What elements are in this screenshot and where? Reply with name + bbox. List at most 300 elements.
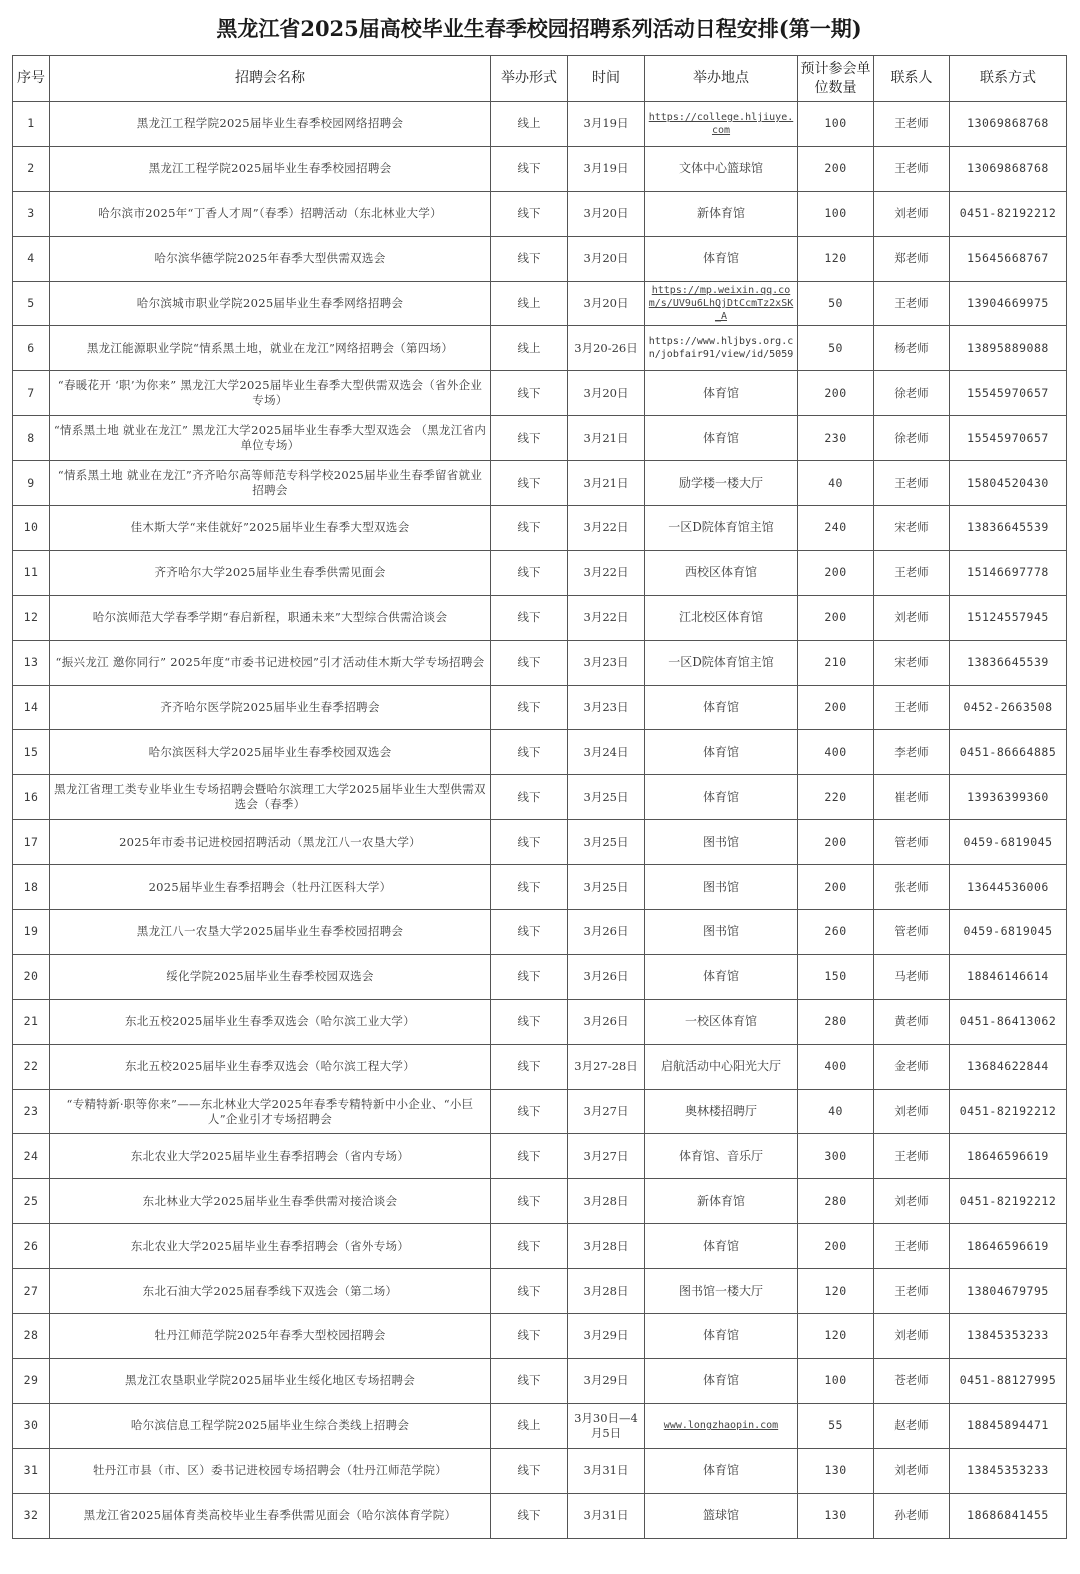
venue-text: 体育馆	[702, 385, 739, 400]
contact-person: 刘老师	[874, 1314, 950, 1359]
expected-employers: 120	[798, 1269, 874, 1314]
expected-employers: 240	[798, 506, 874, 551]
contact-person: 王老师	[874, 146, 950, 191]
fair-name: 东北农业大学2025届毕业生春季招聘会（省内专场）	[50, 1134, 491, 1179]
row-number: 18	[13, 865, 50, 910]
venue-text: 新体育馆	[696, 206, 745, 221]
document-title: 黑龙江省2025届高校毕业生春季校园招聘系列活动日程安排(第一期)	[216, 15, 862, 41]
fair-format: 线上	[491, 281, 568, 326]
contact-phone: 15124557945	[950, 595, 1067, 640]
table-row	[13, 416, 1067, 461]
fair-date: 3月25日	[568, 775, 645, 820]
venue-text: 新体育馆	[696, 1193, 745, 1208]
contact-phone: 0452-2663508	[950, 685, 1067, 730]
contact-person: 王老师	[874, 1134, 950, 1179]
fair-venue[interactable]	[645, 1403, 798, 1448]
table-row	[13, 1493, 1067, 1538]
expected-employers: 130	[798, 1493, 874, 1538]
venue-text: 体育馆、音乐厅	[678, 1148, 763, 1163]
venue-text: 体育馆	[702, 1238, 739, 1253]
contact-phone: 13804679795	[950, 1269, 1067, 1314]
fair-format: 线下	[491, 910, 568, 955]
venue-link[interactable]: https://mp.weixin.qq.com/s/UV9u6LhQjDtCcmTz2xSK_A	[648, 285, 794, 322]
fair-venue	[645, 1044, 798, 1089]
venue-text: 奥林楼招聘厅	[684, 1104, 757, 1119]
venue-text: 体育馆	[702, 430, 739, 445]
contact-person: 崔老师	[874, 775, 950, 820]
fair-venue	[645, 685, 798, 730]
fair-venue	[645, 1179, 798, 1224]
table-row	[13, 820, 1067, 865]
fair-format: 线下	[491, 1224, 568, 1269]
table-row	[13, 999, 1067, 1044]
fair-format: 线下	[491, 775, 568, 820]
venue-text: 文体中心篮球馆	[678, 161, 763, 176]
fair-name: 哈尔滨信息工程学院2025届毕业生综合类线上招聘会	[50, 1403, 491, 1448]
fair-date: 3月25日	[568, 820, 645, 865]
expected-employers: 100	[798, 102, 874, 147]
table-body	[13, 102, 1067, 1539]
row-number: 6	[13, 326, 50, 371]
fair-format: 线下	[491, 820, 568, 865]
contact-phone: 18686841455	[950, 1493, 1067, 1538]
row-number: 5	[13, 281, 50, 326]
venue-text: 图书馆	[702, 924, 739, 939]
expected-employers: 200	[798, 820, 874, 865]
fair-venue	[645, 1224, 798, 1269]
fair-format: 线下	[491, 191, 568, 236]
fair-date: 3月28日	[568, 1269, 645, 1314]
fair-name: “振兴龙江 邀你同行” 2025年度“市委书记进校园”引才活动佳木斯大学专场招聘会	[50, 640, 491, 685]
contact-phone: 13845353233	[950, 1448, 1067, 1493]
table-row	[13, 685, 1067, 730]
venue-link[interactable]: www.longzhaopin.com	[663, 1420, 779, 1432]
contact-person: 苍老师	[874, 1358, 950, 1403]
fair-name: 2025年市委书记进校园招聘活动（黑龙江八一农垦大学）	[50, 820, 491, 865]
fair-date: 3月25日	[568, 865, 645, 910]
contact-phone: 13904669975	[950, 281, 1067, 326]
expected-employers: 220	[798, 775, 874, 820]
fair-date: 3月21日	[568, 461, 645, 506]
table-row	[13, 550, 1067, 595]
fair-venue	[645, 1089, 798, 1134]
contact-person: 刘老师	[874, 595, 950, 640]
contact-phone: 18846146614	[950, 954, 1067, 999]
row-number: 11	[13, 550, 50, 595]
contact-person: 刘老师	[874, 1089, 950, 1134]
row-number: 2	[13, 146, 50, 191]
contact-person: 刘老师	[874, 1448, 950, 1493]
contact-person: 孙老师	[874, 1493, 950, 1538]
fair-name: 东北五校2025届毕业生春季双选会（哈尔滨工程大学）	[50, 1044, 491, 1089]
fair-name: 东北林业大学2025届毕业生春季供需对接洽谈会	[50, 1179, 491, 1224]
fair-venue	[645, 999, 798, 1044]
fair-name: 哈尔滨医科大学2025届毕业生春季校园双选会	[50, 730, 491, 775]
contact-person: 宋老师	[874, 640, 950, 685]
venue-link[interactable]: https://college.hljiuye.com	[648, 111, 794, 136]
fair-format: 线下	[491, 1448, 568, 1493]
expected-employers: 230	[798, 416, 874, 461]
contact-person: 王老师	[874, 281, 950, 326]
contact-phone: 15804520430	[950, 461, 1067, 506]
row-number: 14	[13, 685, 50, 730]
header-contact: 联系人	[874, 56, 950, 102]
table-row	[13, 775, 1067, 820]
fair-name: 黑龙江能源职业学院“情系黑土地，就业在龙江”网络招聘会（第四场）	[50, 326, 491, 371]
fair-date: 3月24日	[568, 730, 645, 775]
row-number: 13	[13, 640, 50, 685]
table-row	[13, 236, 1067, 281]
contact-phone: 13895889088	[950, 326, 1067, 371]
fair-venue	[645, 506, 798, 551]
table-row	[13, 1134, 1067, 1179]
fair-date: 3月19日	[568, 146, 645, 191]
fair-venue	[645, 1358, 798, 1403]
row-number: 15	[13, 730, 50, 775]
fair-format: 线上	[491, 102, 568, 147]
fair-name: 黑龙江省2025届体育类高校毕业生春季供需见面会（哈尔滨体育学院）	[50, 1493, 491, 1538]
row-number: 17	[13, 820, 50, 865]
contact-person: 王老师	[874, 685, 950, 730]
fair-date: 3月29日	[568, 1358, 645, 1403]
contact-phone: 0451-82192212	[950, 191, 1067, 236]
fair-date: 3月23日	[568, 685, 645, 730]
fair-date: 3月22日	[568, 595, 645, 640]
fair-name: 东北石油大学2025届春季线下双选会（第二场）	[50, 1269, 491, 1314]
fair-name: 黑龙江农垦职业学院2025届毕业生绥化地区专场招聘会	[50, 1358, 491, 1403]
fair-venue	[645, 1134, 798, 1179]
fair-format: 线下	[491, 506, 568, 551]
expected-employers: 200	[798, 550, 874, 595]
fair-date: 3月26日	[568, 999, 645, 1044]
row-number: 19	[13, 910, 50, 955]
header-date: 时间	[568, 56, 645, 102]
fair-format: 线下	[491, 1269, 568, 1314]
fair-date: 3月31日	[568, 1448, 645, 1493]
fair-venue	[645, 954, 798, 999]
row-number: 31	[13, 1448, 50, 1493]
document-title-wrap	[12, 0, 1066, 55]
row-number: 4	[13, 236, 50, 281]
table-row	[13, 146, 1067, 191]
fair-name: 牡丹江市县（市、区）委书记进校园专场招聘会（牡丹江师范学院）	[50, 1448, 491, 1493]
fair-venue	[645, 595, 798, 640]
row-number: 28	[13, 1314, 50, 1359]
row-number: 7	[13, 371, 50, 416]
row-number: 16	[13, 775, 50, 820]
contact-person: 李老师	[874, 730, 950, 775]
fair-name: 绥化学院2025届毕业生春季校园双选会	[50, 954, 491, 999]
venue-text: 励学楼一楼大厅	[678, 475, 763, 490]
fair-name: 佳木斯大学“来佳就好”2025届毕业生春季大型双选会	[50, 506, 491, 551]
fair-date: 3月22日	[568, 550, 645, 595]
header-phone: 联系方式	[950, 56, 1067, 102]
expected-employers: 150	[798, 954, 874, 999]
expected-employers: 300	[798, 1134, 874, 1179]
venue-text: 体育馆	[702, 1328, 739, 1343]
row-number: 27	[13, 1269, 50, 1314]
fair-name: 哈尔滨师范大学春季学期“春启新程，职通未来”大型综合供需洽谈会	[50, 595, 491, 640]
table-row	[13, 1044, 1067, 1089]
fair-name: 哈尔滨华德学院2025年春季大型供需双选会	[50, 236, 491, 281]
row-number: 9	[13, 461, 50, 506]
fair-venue	[645, 191, 798, 236]
fair-date: 3月20日	[568, 281, 645, 326]
fair-date: 3月21日	[568, 416, 645, 461]
expected-employers: 50	[798, 326, 874, 371]
header-count: 预计参会单位数量	[798, 56, 874, 102]
fair-format: 线下	[491, 371, 568, 416]
contact-person: 徐老师	[874, 416, 950, 461]
table-row	[13, 1269, 1067, 1314]
contact-phone: 13836645539	[950, 640, 1067, 685]
fair-venue[interactable]	[645, 281, 798, 326]
fair-name: 齐齐哈尔医学院2025届毕业生春季招聘会	[50, 685, 491, 730]
table-row	[13, 191, 1067, 236]
fair-venue	[645, 910, 798, 955]
fair-format: 线下	[491, 730, 568, 775]
venue-text: 体育馆	[702, 1373, 739, 1388]
table-row	[13, 1358, 1067, 1403]
expected-employers: 55	[798, 1403, 874, 1448]
expected-employers: 200	[798, 146, 874, 191]
row-number: 25	[13, 1179, 50, 1224]
table-row	[13, 1089, 1067, 1134]
expected-employers: 40	[798, 1089, 874, 1134]
table-row	[13, 102, 1067, 147]
fair-date: 3月20日	[568, 236, 645, 281]
contact-phone: 18845894471	[950, 1403, 1067, 1448]
contact-phone: 13684622844	[950, 1044, 1067, 1089]
row-number: 3	[13, 191, 50, 236]
fair-venue	[645, 820, 798, 865]
fair-name: “专精特新·职等你来”——东北林业大学2025年春季专精特新中小企业、“小巨人”企业引才专场招聘会	[50, 1089, 491, 1134]
venue-text: 体育馆	[702, 251, 739, 266]
venue-text: 体育馆	[702, 1463, 739, 1478]
expected-employers: 200	[798, 371, 874, 416]
fair-name: 黑龙江工程学院2025届毕业生春季校园网络招聘会	[50, 102, 491, 147]
table-row	[13, 1224, 1067, 1269]
venue-text: 体育馆	[702, 969, 739, 984]
contact-phone: 0451-86664885	[950, 730, 1067, 775]
fair-format: 线下	[491, 146, 568, 191]
fair-venue	[645, 1314, 798, 1359]
fair-date: 3月30日—4月5日	[568, 1403, 645, 1448]
header-format: 举办形式	[491, 56, 568, 102]
fair-format: 线上	[491, 1403, 568, 1448]
fair-venue	[645, 730, 798, 775]
row-number: 32	[13, 1493, 50, 1538]
expected-employers: 200	[798, 865, 874, 910]
fair-format: 线下	[491, 1493, 568, 1538]
row-number: 23	[13, 1089, 50, 1134]
fair-venue	[645, 775, 798, 820]
contact-person: 宋老师	[874, 506, 950, 551]
contact-phone: 0451-88127995	[950, 1358, 1067, 1403]
contact-person: 黄老师	[874, 999, 950, 1044]
expected-employers: 200	[798, 1224, 874, 1269]
fair-venue	[645, 1448, 798, 1493]
header-row	[13, 56, 1067, 102]
fair-name: “春暖花开 ‘职’为你来” 黑龙江大学2025届毕业生春季大型供需双选会（省外企业专场）	[50, 371, 491, 416]
expected-employers: 40	[798, 461, 874, 506]
fair-name: 黑龙江八一农垦大学2025届毕业生春季校园招聘会	[50, 910, 491, 955]
fair-venue	[645, 865, 798, 910]
expected-employers: 200	[798, 685, 874, 730]
fair-venue[interactable]	[645, 102, 798, 147]
fair-date: 3月20-26日	[568, 326, 645, 371]
row-number: 12	[13, 595, 50, 640]
table-row	[13, 1179, 1067, 1224]
fair-venue	[645, 1493, 798, 1538]
fair-format: 线上	[491, 326, 568, 371]
fair-name: 黑龙江工程学院2025届毕业生春季校园招聘会	[50, 146, 491, 191]
contact-person: 马老师	[874, 954, 950, 999]
venue-text: 体育馆	[702, 700, 739, 715]
fair-date: 3月27日	[568, 1134, 645, 1179]
expected-employers: 50	[798, 281, 874, 326]
contact-phone: 15545970657	[950, 416, 1067, 461]
expected-employers: 280	[798, 999, 874, 1044]
expected-employers: 120	[798, 236, 874, 281]
row-number: 1	[13, 102, 50, 147]
row-number: 20	[13, 954, 50, 999]
contact-phone: 13069868768	[950, 102, 1067, 147]
fair-name: “情系黑土地 就业在龙江” 黑龙江大学2025届毕业生春季大型双选会 （黑龙江省内单位专场）	[50, 416, 491, 461]
fair-date: 3月23日	[568, 640, 645, 685]
table-row	[13, 1314, 1067, 1359]
fair-name: 黑龙江省理工类专业毕业生专场招聘会暨哈尔滨理工大学2025届毕业生大型供需双选会（春季）	[50, 775, 491, 820]
contact-person: 杨老师	[874, 326, 950, 371]
table-row	[13, 506, 1067, 551]
row-number: 24	[13, 1134, 50, 1179]
expected-employers: 260	[798, 910, 874, 955]
venue-text: 体育馆	[702, 744, 739, 759]
expected-employers: 400	[798, 730, 874, 775]
header-venue: 举办地点	[645, 56, 798, 102]
table-row	[13, 1403, 1067, 1448]
fair-format: 线下	[491, 1089, 568, 1134]
fair-date: 3月29日	[568, 1314, 645, 1359]
venue-text: 江北校区体育馆	[678, 610, 763, 625]
expected-employers: 210	[798, 640, 874, 685]
header-no: 序号	[13, 56, 50, 102]
fair-venue	[645, 1269, 798, 1314]
contact-person: 郑老师	[874, 236, 950, 281]
row-number: 29	[13, 1358, 50, 1403]
fair-venue	[645, 236, 798, 281]
fair-format: 线下	[491, 416, 568, 461]
contact-phone: 0459-6819045	[950, 820, 1067, 865]
fair-venue	[645, 640, 798, 685]
expected-employers: 400	[798, 1044, 874, 1089]
contact-phone: 13936399360	[950, 775, 1067, 820]
fair-name: 2025届毕业生春季招聘会（牡丹江医科大学）	[50, 865, 491, 910]
fair-name: 哈尔滨市2025年“丁香人才周”（春季）招聘活动（东北林业大学）	[50, 191, 491, 236]
fair-format: 线下	[491, 640, 568, 685]
table-row	[13, 730, 1067, 775]
row-number: 30	[13, 1403, 50, 1448]
contact-phone: 13845353233	[950, 1314, 1067, 1359]
fair-format: 线下	[491, 999, 568, 1044]
contact-person: 赵老师	[874, 1403, 950, 1448]
contact-phone: 0451-82192212	[950, 1089, 1067, 1134]
fair-format: 线下	[491, 1134, 568, 1179]
fair-name: 哈尔滨城市职业学院2025届毕业生春季网络招聘会	[50, 281, 491, 326]
table-row	[13, 954, 1067, 999]
header-name: 招聘会名称	[50, 56, 491, 102]
fair-format: 线下	[491, 595, 568, 640]
fair-format: 线下	[491, 685, 568, 730]
contact-phone: 15545970657	[950, 371, 1067, 416]
expected-employers: 130	[798, 1448, 874, 1493]
venue-text: 篮球馆	[702, 1508, 739, 1523]
contact-phone: 18646596619	[950, 1134, 1067, 1179]
fair-date: 3月20日	[568, 371, 645, 416]
fair-venue	[645, 416, 798, 461]
table-row	[13, 910, 1067, 955]
fair-date: 3月20日	[568, 191, 645, 236]
expected-employers: 200	[798, 595, 874, 640]
contact-phone: 0459-6819045	[950, 910, 1067, 955]
contact-phone: 0451-86413062	[950, 999, 1067, 1044]
contact-phone: 18646596619	[950, 1224, 1067, 1269]
schedule-table	[12, 55, 1067, 1539]
fair-date: 3月27-28日	[568, 1044, 645, 1089]
table-row	[13, 326, 1067, 371]
contact-person: 王老师	[874, 461, 950, 506]
row-number: 26	[13, 1224, 50, 1269]
contact-phone: 13069868768	[950, 146, 1067, 191]
fair-name: 齐齐哈尔大学2025届毕业生春季供需见面会	[50, 550, 491, 595]
fair-venue	[645, 326, 798, 371]
fair-format: 线下	[491, 461, 568, 506]
fair-name: 东北农业大学2025届毕业生春季招聘会（省外专场）	[50, 1224, 491, 1269]
expected-employers: 280	[798, 1179, 874, 1224]
fair-format: 线下	[491, 1179, 568, 1224]
contact-person: 王老师	[874, 550, 950, 595]
fair-venue	[645, 550, 798, 595]
expected-employers: 100	[798, 1358, 874, 1403]
table-row	[13, 371, 1067, 416]
contact-person: 金老师	[874, 1044, 950, 1089]
expected-employers: 100	[798, 191, 874, 236]
contact-person: 刘老师	[874, 191, 950, 236]
contact-person: 刘老师	[874, 1179, 950, 1224]
fair-format: 线下	[491, 865, 568, 910]
venue-text: 图书馆	[702, 879, 739, 894]
table-row	[13, 1448, 1067, 1493]
contact-phone: 15146697778	[950, 550, 1067, 595]
venue-url-text: https://www.hljbys.org.cn/jobfair91/view/id/5059	[648, 336, 794, 361]
row-number: 22	[13, 1044, 50, 1089]
contact-person: 王老师	[874, 1224, 950, 1269]
fair-format: 线下	[491, 1314, 568, 1359]
fair-date: 3月26日	[568, 910, 645, 955]
venue-text: 一区D院体育馆主馆	[668, 655, 774, 670]
fair-venue	[645, 371, 798, 416]
fair-date: 3月26日	[568, 954, 645, 999]
fair-venue	[645, 146, 798, 191]
contact-phone: 0451-82192212	[950, 1179, 1067, 1224]
contact-person: 管老师	[874, 820, 950, 865]
fair-format: 线下	[491, 236, 568, 281]
fair-date: 3月27日	[568, 1089, 645, 1134]
expected-employers: 120	[798, 1314, 874, 1359]
venue-text: 体育馆	[702, 789, 739, 804]
contact-person: 王老师	[874, 1269, 950, 1314]
table-row	[13, 595, 1067, 640]
